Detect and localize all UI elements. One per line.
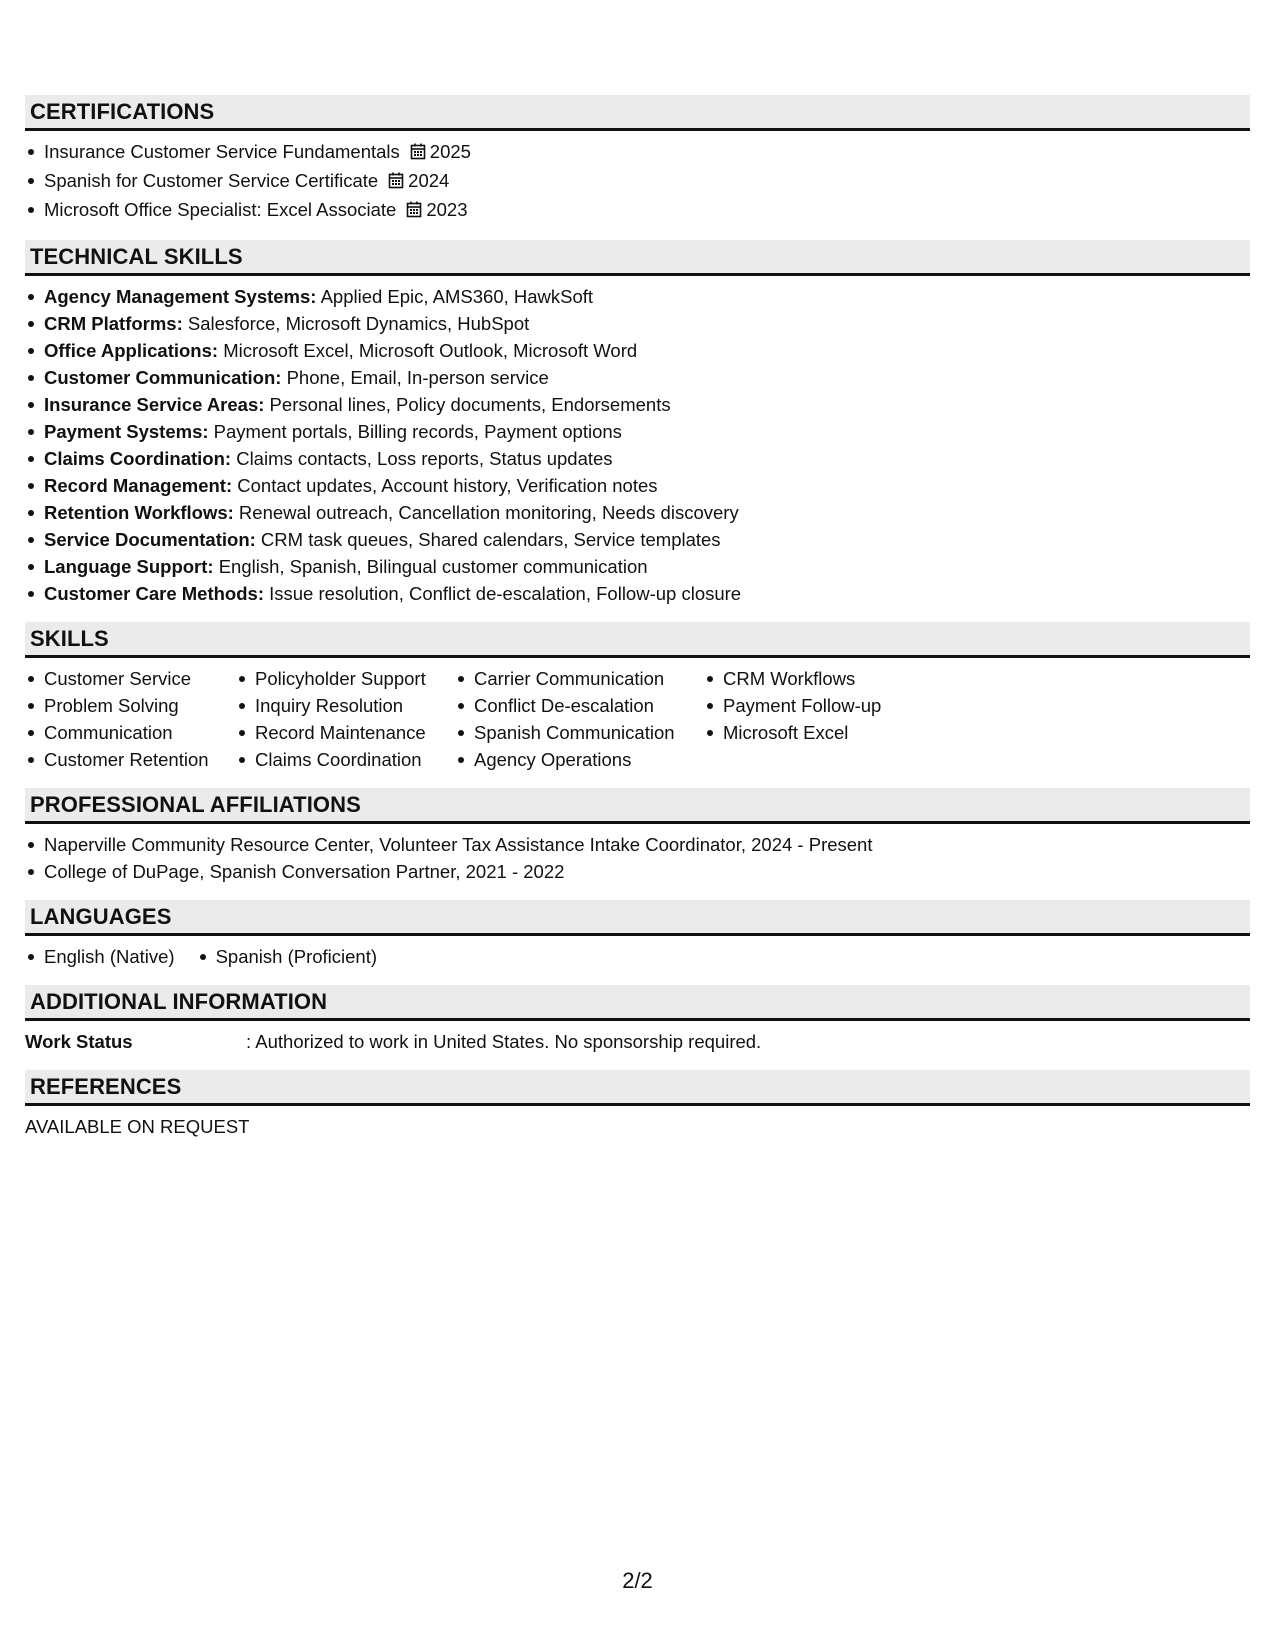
- skills-column: [25, 665, 236, 773]
- certifications-section: [25, 95, 1250, 225]
- technical-skill-item: CRM Platforms: Salesforce, Microsoft Dynamics, HubSpot: [25, 310, 1250, 337]
- skill-item: Carrier Communication: [455, 665, 704, 692]
- page-number: 2/2: [622, 1568, 653, 1593]
- technical-skill-item: Record Management: Contact updates, Account history, Verification notes: [25, 472, 1250, 499]
- references-heading: REFERENCES: [25, 1070, 1250, 1106]
- technical-skill-item: Customer Communication: Phone, Email, In-person service: [25, 364, 1250, 391]
- skill-item: Policyholder Support: [236, 665, 455, 692]
- technical-skill-item: Agency Management Systems: Applied Epic, AMS360, HawkSoft: [25, 283, 1250, 310]
- technical-skill-item: Insurance Service Areas: Personal lines, Policy documents, Endorsements: [25, 391, 1250, 418]
- language-item: English (Native): [25, 943, 175, 970]
- certification-item: Microsoft Office Specialist: Excel Associate 2023: [25, 196, 1250, 225]
- work-status-row: [25, 1028, 1250, 1055]
- calendar-icon: [388, 169, 404, 196]
- affiliations-list: [25, 831, 1250, 885]
- skill-item: Microsoft Excel: [704, 719, 904, 746]
- skills-column: [704, 665, 904, 746]
- languages-heading: LANGUAGES: [25, 900, 1250, 936]
- certification-year: 2025: [429, 141, 471, 162]
- languages-list: [25, 943, 399, 970]
- skill-item: Payment Follow-up: [704, 692, 904, 719]
- skill-item: CRM Workflows: [704, 665, 904, 692]
- technical-skill-item: Retention Workflows: Renewal outreach, Cancellation monitoring, Needs discovery: [25, 499, 1250, 526]
- calendar-icon: [410, 140, 426, 167]
- technical-skill-item: Customer Care Methods: Issue resolution, Conflict de-escalation, Follow-up closure: [25, 580, 1250, 607]
- skill-item: Communication: [25, 719, 236, 746]
- skills-columns: [25, 665, 1250, 773]
- technical-skill-item: Service Documentation: CRM task queues, Shared calendars, Service templates: [25, 526, 1250, 553]
- additional-information-heading: ADDITIONAL INFORMATION: [25, 985, 1250, 1021]
- skills-heading: SKILLS: [25, 622, 1250, 658]
- technical-skill-item: Claims Coordination: Claims contacts, Loss reports, Status updates: [25, 445, 1250, 472]
- technical-skills-section: [25, 240, 1250, 607]
- certification-year: 2023: [426, 199, 468, 220]
- technical-skills-list: [25, 283, 1250, 607]
- skill-item: Record Maintenance: [236, 719, 455, 746]
- resume-page-2: [25, 95, 1250, 1140]
- languages-section: [25, 900, 1250, 970]
- skill-item: Agency Operations: [455, 746, 704, 773]
- references-section: [25, 1070, 1250, 1140]
- technical-skill-item: Office Applications: Microsoft Excel, Microsoft Outlook, Microsoft Word: [25, 337, 1250, 364]
- skill-item: Claims Coordination: [236, 746, 455, 773]
- certification-item: Spanish for Customer Service Certificate 2024: [25, 167, 1250, 196]
- language-item: Spanish (Proficient): [197, 943, 377, 970]
- work-status-label: Work Status: [25, 1031, 133, 1052]
- affiliation-item: Naperville Community Resource Center, Volunteer Tax Assistance Intake Coordinator, 2024 - Present: [25, 831, 1250, 858]
- skill-item: Conflict De-escalation: [455, 692, 704, 719]
- skill-item: Customer Retention: [25, 746, 236, 773]
- technical-skill-item: Language Support: English, Spanish, Bilingual customer communication: [25, 553, 1250, 580]
- skills-section: [25, 622, 1250, 773]
- technical-skills-heading: TECHNICAL SKILLS: [25, 240, 1250, 276]
- certification-item: Insurance Customer Service Fundamentals 2025: [25, 138, 1250, 167]
- technical-skill-item: Payment Systems: Payment portals, Billing records, Payment options: [25, 418, 1250, 445]
- skills-column: [455, 665, 704, 773]
- calendar-icon: [406, 198, 422, 225]
- certifications-list: [25, 138, 1250, 225]
- affiliations-section: [25, 788, 1250, 885]
- affiliations-heading: PROFESSIONAL AFFILIATIONS: [25, 788, 1250, 824]
- affiliation-item: College of DuPage, Spanish Conversation Partner, 2021 - 2022: [25, 858, 1250, 885]
- skill-item: Customer Service: [25, 665, 236, 692]
- additional-information-section: [25, 985, 1250, 1055]
- skill-item: Spanish Communication: [455, 719, 704, 746]
- certifications-heading: CERTIFICATIONS: [25, 95, 1250, 131]
- certification-year: 2024: [408, 170, 450, 191]
- work-status-value: : Authorized to work in United States. No sponsorship required.: [246, 1031, 762, 1052]
- skills-column: [236, 665, 455, 773]
- skill-item: Inquiry Resolution: [236, 692, 455, 719]
- skill-item: Problem Solving: [25, 692, 236, 719]
- references-text: AVAILABLE ON REQUEST: [25, 1116, 250, 1137]
